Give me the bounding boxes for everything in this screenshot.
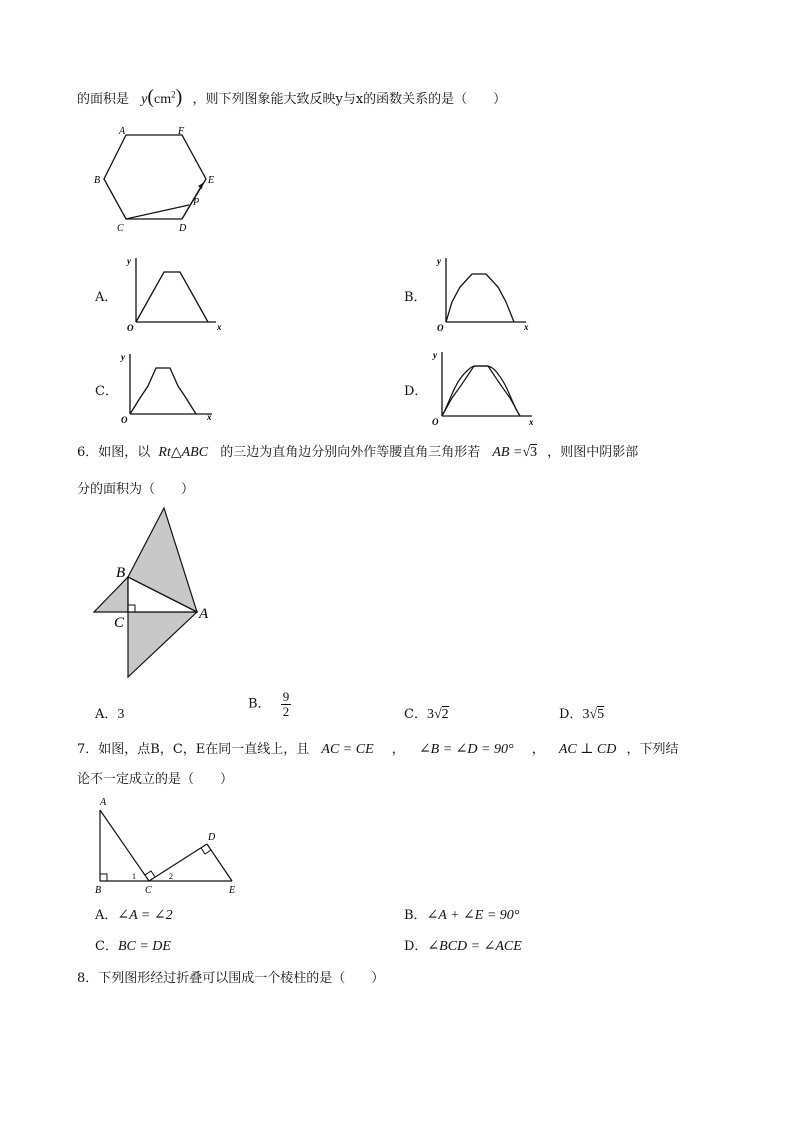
hexagon — [104, 135, 206, 219]
q7-label-d: D — [208, 832, 216, 843]
q7-option-d — [404, 935, 522, 955]
q6-option-d-coef: 3 — [582, 707, 590, 722]
q6-option-b — [248, 690, 291, 718]
q5-option-d-label: D． — [404, 384, 428, 399]
right-angle-b — [100, 874, 107, 881]
axis-origin-label: O — [437, 323, 444, 333]
axis-x-label: x — [217, 322, 222, 332]
q7-label-1: 1 — [132, 872, 136, 881]
q7-stem-line2: 论不一定成立的是（ ） — [77, 772, 234, 787]
q7-option-b-text: ∠A + ∠E = 90° — [426, 908, 520, 923]
q6-option-b-label: B． — [248, 696, 271, 712]
right-angle-d — [201, 848, 211, 854]
q7-stem-suffix: ，下列结 — [626, 742, 679, 757]
q6-stem-ab: AB = — [492, 445, 523, 460]
q7-option-b — [404, 904, 519, 924]
q7-option-c-label: C． — [95, 939, 118, 954]
q7-label-b: B — [95, 885, 102, 896]
q6-option-b-denominator: 2 — [282, 703, 290, 719]
axis-y-label: y — [433, 350, 437, 360]
hex-label-d: D — [179, 223, 187, 234]
q6-option-b-numerator: 9 — [282, 689, 290, 704]
axis-y-label: y — [127, 256, 131, 266]
q7-label-e: E — [229, 885, 236, 896]
q7-option-a — [95, 904, 173, 924]
q5-option-a-graph — [118, 252, 228, 334]
q6-stem-root: 3 — [530, 445, 538, 460]
q6-option-d-root: 5 — [597, 707, 605, 722]
q6-triangle-figure — [90, 505, 220, 680]
shaded-triangle-bottom — [128, 612, 197, 677]
q6-label-b: B — [116, 565, 126, 581]
graph-c-curve — [130, 368, 196, 414]
q5-option-c-label: C． — [95, 384, 118, 399]
q7-sep1: ， — [391, 742, 405, 757]
q8-stem: 8．下列图形经过折叠可以围成一个棱柱的是（ ） — [77, 971, 385, 986]
segment-de — [207, 844, 232, 881]
q7-option-a-text: ∠A = ∠2 — [117, 908, 173, 923]
q5-option-c-graph — [118, 348, 218, 426]
q5-stem-unit: cm — [154, 92, 172, 107]
q6-stem-middle: 的三边为直角边分别向外作等腰直角三角形若 — [220, 445, 481, 460]
q6-stem-line1: 6．如图，以 Rt△ABC 的三边为直角边分别向外作等腰直角三角形若 AB =√3 ，则图中阴影部 — [77, 445, 639, 460]
q7-sep2: ， — [531, 742, 545, 757]
q6-option-c-coef: 3 — [426, 707, 434, 722]
q6-option-d-label: D． — [559, 707, 583, 722]
q7-eq3: AC ⊥ CD — [558, 742, 617, 757]
q6-stem-line2: 分的面积为（ ） — [77, 482, 195, 497]
q7-figure — [90, 793, 240, 897]
axis-y-label: y — [121, 352, 125, 362]
axis-x-label: x — [529, 417, 534, 427]
segment-ac — [100, 810, 149, 881]
q6-option-a-label: A． — [95, 707, 118, 722]
hex-label-p: P — [193, 197, 200, 208]
q6-option-d: D．3√5 — [559, 707, 605, 722]
q5-stem-exp: 2 — [171, 89, 176, 100]
q6-stem-prefix: 6．如图，以 — [77, 445, 151, 460]
q7-label-c: C — [145, 885, 152, 896]
axis-x-label: x — [207, 412, 212, 422]
q6-label-a: A — [199, 606, 209, 622]
axis-y-label: y — [437, 256, 441, 266]
q5-option-d-graph — [428, 346, 540, 428]
q7-eq1: AC = CE — [321, 742, 374, 757]
segment-cp — [126, 205, 189, 219]
q7-stem-prefix: 7．如图，点B，C，E在同一直线上，且 — [77, 742, 310, 757]
graph-a-curve — [136, 272, 208, 322]
right-angle-c — [145, 871, 155, 877]
segment-cd — [149, 844, 207, 881]
q5-option-a-label: A． — [95, 290, 118, 305]
q5-stem-suffix: ，则下列图象能大致反映y与x的函数关系的是（ ） — [192, 92, 507, 107]
q5-option-b-label: B． — [404, 290, 427, 305]
q5-stem-prefix: 的面积是 — [77, 92, 130, 107]
q6-option-a-value: 3 — [117, 707, 125, 722]
q7-stem-line1 — [77, 738, 679, 758]
shaded-triangle-left — [94, 577, 128, 612]
q7-eq2: ∠B = ∠D = 90° — [418, 742, 514, 757]
q7-option-b-label: B． — [404, 908, 427, 923]
graph-b-curve — [446, 274, 514, 322]
q7-option-a-label: A． — [95, 908, 118, 923]
q5-option-b-graph — [428, 252, 538, 334]
hex-label-c: C — [117, 223, 124, 234]
axis-origin-label: O — [127, 323, 134, 333]
q7-option-d-label: D． — [404, 939, 428, 954]
q7-option-c-text: BC = DE — [117, 939, 171, 954]
q6-option-a — [95, 703, 124, 723]
q7-option-c — [95, 935, 171, 955]
q5-hexagon-figure — [90, 125, 220, 235]
q7-label-2: 2 — [169, 872, 173, 881]
q5-stem: 的面积是 $y(cm^2)$ ，则下列图象能大致反映y与x的函数关系的是（ ） — [77, 86, 507, 108]
axis-x-label: x — [524, 322, 529, 332]
hex-label-f: F — [178, 126, 185, 137]
hex-label-b: B — [94, 175, 101, 186]
q6-option-c-root: 2 — [441, 707, 449, 722]
q6-stem-suffix: ，则图中阴影部 — [547, 445, 639, 460]
q6-option-c-label: C． — [404, 707, 427, 722]
graph-d-curve — [442, 366, 520, 416]
axis-origin-label: O — [432, 417, 439, 427]
axis-origin-label: O — [121, 415, 128, 425]
q6-option-c: C．3√2 — [404, 707, 449, 722]
q6-label-c: C — [114, 615, 125, 631]
q7-option-d-text: ∠BCD = ∠ACE — [427, 939, 522, 954]
hex-label-a: A — [119, 126, 126, 137]
q7-label-a: A — [100, 797, 107, 808]
q6-stem-rt: Rt△ABC — [158, 445, 209, 460]
q5-stem-y: y — [141, 92, 148, 107]
hex-label-e: E — [208, 175, 215, 186]
